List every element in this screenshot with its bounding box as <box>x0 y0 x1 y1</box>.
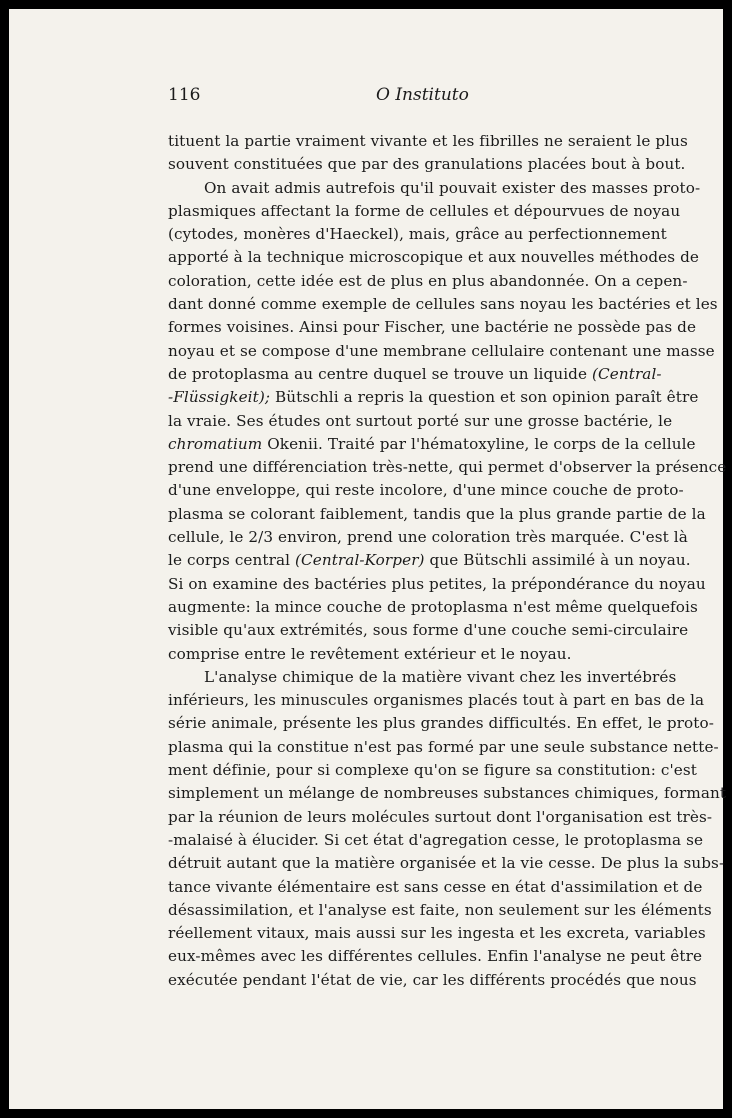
text-line: série animale, présente les plus grandes difficultés. En effet, le proto- <box>168 714 714 733</box>
text-line: simplement un mélange de nombreuses substances chimiques, formant <box>168 784 727 803</box>
text-run: le corps central <box>168 551 296 570</box>
text-run: que Bütschli assimilé à un noyau. <box>424 551 691 570</box>
running-head <box>168 85 644 109</box>
text-line: eux-mêmes avec les différentes cellules. Enfin l'analyse ne peut être <box>168 947 703 966</box>
italic-term: (Central-Korper) <box>295 551 425 570</box>
text-line: (cytodes, monères d'Haeckel), mais, grâce au perfectionnement <box>168 225 667 244</box>
italic-term: -Flüssigkeit); <box>168 388 271 407</box>
text-line: la vraie. Ses études ont surtout porté sur une grosse bactérie, le <box>168 411 673 430</box>
text-line: augmente: la mince couche de protoplasma n'est même quelquefois <box>168 597 698 616</box>
text-line: apporté à la technique microscopique et aux nouvelles méthodes de <box>168 248 699 267</box>
text-line: inférieurs, les minuscules organismes placés tout à part en bas de la <box>168 691 705 710</box>
text-line: d'une enveloppe, qui reste incolore, d'une mince couche de proto- <box>168 481 684 500</box>
text-line <box>168 433 696 456</box>
text-line: souvent constituées que par des granulations placées bout à bout. <box>168 155 686 174</box>
text-run: Bütschli a repris la question et son opinion paraît être <box>270 388 699 407</box>
italic-term: (Central- <box>592 364 662 383</box>
text-run: de protoplasma au centre duquel se trouve un liquide <box>168 364 593 383</box>
text-line: plasmiques affectant la forme de cellules et dépourvues de noyau <box>168 201 681 220</box>
text-line: noyau et se compose d'une membrane cellulaire contenant une masse <box>168 341 715 360</box>
journal-title: O Instituto <box>376 85 469 105</box>
italic-term: chromatium <box>168 434 263 453</box>
text-line: réellement vitaux, mais aussi sur les ingesta et les excreta, variables <box>168 924 706 943</box>
text-line: par la réunion de leurs molécules surtout dont l'organisation est très- <box>168 807 713 826</box>
text-line: désassimilation, et l'analyse est faite, non seulement sur les éléments <box>168 900 712 919</box>
text-line: exécutée pendant l'état de vie, car les différents procédés que nous <box>168 970 697 989</box>
text-line: plasma se colorant faiblement, tandis que la plus grande partie de la <box>168 504 706 523</box>
text-line: détruit autant que la matière organisée et la vie cesse. De plus la subs- <box>168 854 725 873</box>
text-line: dant donné comme exemple de cellules sans noyau les bactéries et les <box>168 295 718 314</box>
page-number: 116 <box>168 85 201 105</box>
text-line: prend une différenciation très-nette, qui permet d'observer la présence <box>168 458 727 477</box>
text-line: Si on examine des bactéries plus petites, la prépondérance du noyau <box>168 574 706 593</box>
text-line: ment définie, pour si complexe qu'on se figure sa constitution: c'est <box>168 761 697 780</box>
paragraph-first-line: On avait admis autrefois qu'il pouvait exister des masses proto- <box>204 178 701 197</box>
book-page <box>9 9 727 1109</box>
text-line: formes voisines. Ainsi pour Fischer, une bactérie ne possède pas de <box>168 318 697 337</box>
text-line <box>168 549 691 572</box>
text-line: visible qu'aux extrémités, sous forme d'une couche semi-circulaire <box>168 621 689 640</box>
body-text <box>168 130 727 992</box>
text-line: tance vivante élémentaire est sans cesse en état d'assimilation et de <box>168 877 703 896</box>
text-line <box>168 363 662 386</box>
text-line: plasma qui la constitue n'est pas formé par une seule substance nette- <box>168 737 719 756</box>
text-line: cellule, le 2/3 environ, prend une coloration très marquée. C'est là <box>168 528 688 547</box>
text-line: tituent la partie vraiment vivante et les fibrilles ne seraient le plus <box>168 132 688 150</box>
text-line <box>168 386 699 409</box>
text-line: comprise entre le revêtement extérieur et le noyau. <box>168 644 572 663</box>
paragraph-first-line: L'analyse chimique de la matière vivant chez les invertébrés <box>204 667 677 686</box>
text-line: -malaisé à élucider. Si cet état d'agregation cesse, le protoplasma se <box>168 830 704 849</box>
text-run: Okenii. Traité par l'hématoxyline, le corps de la cellule <box>262 434 696 453</box>
text-line: coloration, cette idée est de plus en plus abandonnée. On a cepen- <box>168 271 688 290</box>
